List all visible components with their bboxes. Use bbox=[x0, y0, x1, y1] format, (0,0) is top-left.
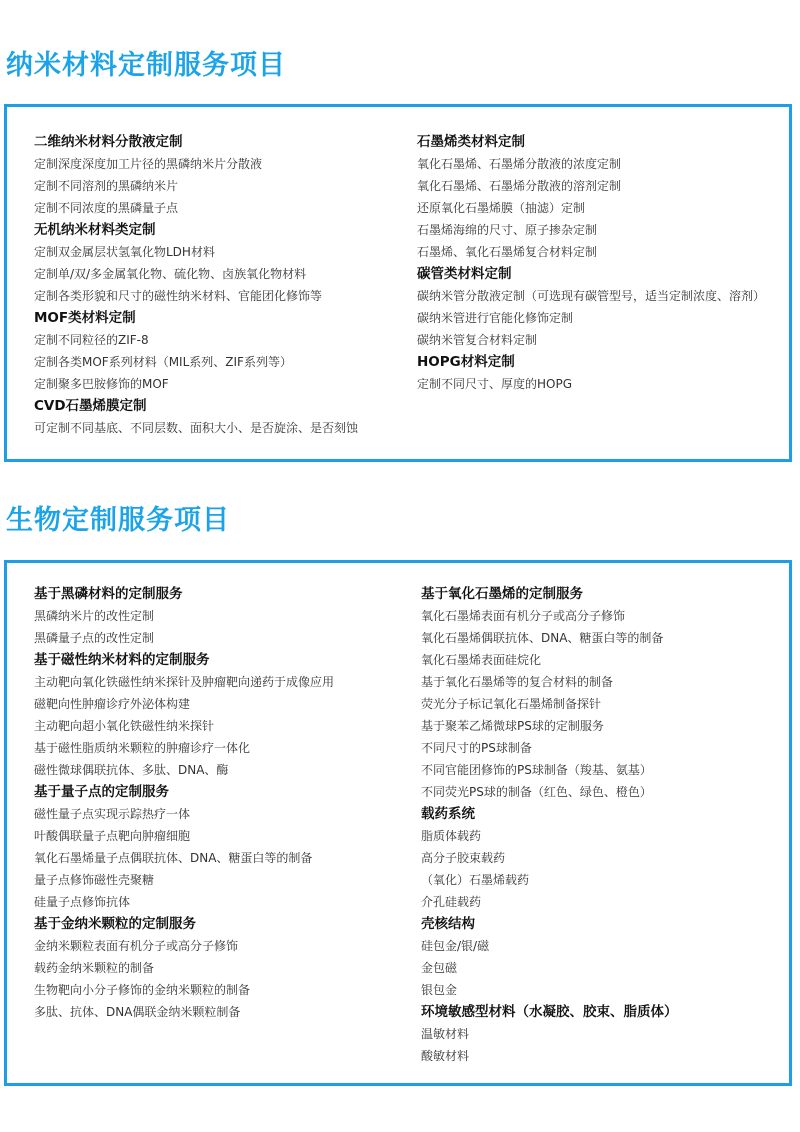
list-item: 定制各类MOF系列材料（MIL系列、ZIF系列等） bbox=[34, 355, 292, 369]
list-item: 氧化石墨烯量子点偶联抗体、DNA、糖蛋白等的制备 bbox=[34, 851, 313, 865]
list-item: 氧化石墨烯表面硅烷化 bbox=[421, 653, 542, 667]
category-heading: HOPG材料定制 bbox=[417, 354, 515, 370]
list-item: 不同荧光PS球的制备（红色、绿色、橙色） bbox=[421, 785, 652, 799]
section-title-bio: 生物定制服务项目 bbox=[6, 505, 230, 536]
column-right bbox=[417, 131, 765, 395]
list-item: 基于磁性脂质纳米颗粒的肿瘤诊疗一体化 bbox=[34, 741, 251, 755]
list-item: 硅包金/银/磁 bbox=[421, 939, 490, 953]
list-item: 还原氧化石墨烯膜（抽滤）定制 bbox=[417, 201, 586, 215]
category-heading: MOF类材料定制 bbox=[34, 310, 136, 326]
list-item: 金包磁 bbox=[421, 961, 458, 975]
category-heading: 基于氧化石墨烯的定制服务 bbox=[421, 586, 583, 602]
section-box-bio bbox=[4, 560, 792, 1086]
category-heading: 载药系统 bbox=[421, 806, 475, 822]
list-item: 生物靶向小分子修饰的金纳米颗粒的制备 bbox=[34, 983, 251, 997]
list-item: 石墨烯、氧化石墨烯复合材料定制 bbox=[417, 245, 598, 259]
list-item: 高分子胶束载药 bbox=[421, 851, 506, 865]
list-item: 介孔硅载药 bbox=[421, 895, 482, 909]
list-item: 氧化石墨烯、石墨烯分散液的溶剂定制 bbox=[417, 179, 622, 193]
column-left bbox=[34, 131, 358, 439]
list-item: 黑磷量子点的改性定制 bbox=[34, 631, 155, 645]
list-item: 石墨烯海绵的尺寸、原子掺杂定制 bbox=[417, 223, 598, 237]
list-item: 多肽、抗体、DNA偶联金纳米颗粒制备 bbox=[34, 1005, 241, 1019]
list-item: 金纳米颗粒表面有机分子或高分子修饰 bbox=[34, 939, 239, 953]
list-item: 酸敏材料 bbox=[421, 1049, 470, 1063]
list-item: 荧光分子标记氧化石墨烯制备探针 bbox=[421, 697, 602, 711]
list-item: 基于氧化石墨烯等的复合材料的制备 bbox=[421, 675, 614, 689]
list-item: （氧化）石墨烯载药 bbox=[421, 873, 530, 887]
list-item: 黑磷纳米片的改性定制 bbox=[34, 609, 155, 623]
list-item: 量子点修饰磁性壳聚糖 bbox=[34, 873, 155, 887]
list-item: 叶酸偶联量子点靶向肿瘤细胞 bbox=[34, 829, 191, 843]
list-item: 定制各类形貌和尺寸的磁性纳米材料、官能团化修饰等 bbox=[34, 289, 323, 303]
list-item: 碳纳米管复合材料定制 bbox=[417, 333, 538, 347]
category-heading: 二维纳米材料分散液定制 bbox=[34, 134, 183, 150]
category-heading: 基于磁性纳米材料的定制服务 bbox=[34, 652, 210, 668]
list-item: 基于聚苯乙烯微球PS球的定制服务 bbox=[421, 719, 604, 733]
list-item: 硅量子点修饰抗体 bbox=[34, 895, 131, 909]
list-item: 碳纳米管分散液定制（可选现有碳管型号，适当定制浓度、溶剂） bbox=[417, 289, 766, 303]
section-box-nano bbox=[4, 104, 792, 462]
list-item: 温敏材料 bbox=[421, 1027, 470, 1041]
list-item: 定制不同溶剂的黑磷纳米片 bbox=[34, 179, 179, 193]
list-item: 载药金纳米颗粒的制备 bbox=[34, 961, 155, 975]
section-title-nano: 纳米材料定制服务项目 bbox=[6, 50, 286, 81]
list-item: 定制不同粒径的ZIF-8 bbox=[34, 333, 149, 347]
category-heading: 无机纳米材料类定制 bbox=[34, 222, 156, 238]
list-item: 定制单/双/多金属氧化物、硫化物、卤族氧化物材料 bbox=[34, 267, 307, 281]
list-item: 磁性量子点实现示踪热疗一体 bbox=[34, 807, 191, 821]
category-heading: 基于金纳米颗粒的定制服务 bbox=[34, 916, 196, 932]
list-item: 氧化石墨烯、石墨烯分散液的浓度定制 bbox=[417, 157, 622, 171]
list-item: 银包金 bbox=[421, 983, 458, 997]
list-item: 氧化石墨烯偶联抗体、DNA、糖蛋白等的制备 bbox=[421, 631, 664, 645]
list-item: 主动靶向氧化铁磁性纳米探针及肿瘤靶向递药于成像应用 bbox=[34, 675, 335, 689]
column-left bbox=[34, 583, 334, 1023]
list-item: 定制不同尺寸、厚度的HOPG bbox=[417, 377, 573, 391]
list-item: 定制聚多巴胺修饰的MOF bbox=[34, 377, 169, 391]
list-item: 主动靶向超小氧化铁磁性纳米探针 bbox=[34, 719, 215, 733]
list-item: 磁靶向性肿瘤诊疗外泌体构建 bbox=[34, 697, 191, 711]
list-item: 氧化石墨烯表面有机分子或高分子修饰 bbox=[421, 609, 626, 623]
category-heading: 基于量子点的定制服务 bbox=[34, 784, 169, 800]
list-item: 不同官能团修饰的PS球制备（羧基、氨基） bbox=[421, 763, 652, 777]
category-heading: 环境敏感型材料（水凝胶、胶束、脂质体） bbox=[421, 1004, 678, 1020]
list-item: 定制双金属层状氢氧化物LDH材料 bbox=[34, 245, 215, 259]
list-item: 不同尺寸的PS球制备 bbox=[421, 741, 532, 755]
category-heading: 石墨烯类材料定制 bbox=[417, 134, 525, 150]
category-heading: 碳管类材料定制 bbox=[417, 266, 512, 282]
list-item: 可定制不同基底、不同层数、面积大小、是否旋涂、是否刻蚀 bbox=[34, 421, 359, 435]
category-heading: 基于黑磷材料的定制服务 bbox=[34, 586, 183, 602]
category-heading: 壳核结构 bbox=[421, 916, 475, 932]
list-item: 定制深度深度加工片径的黑磷纳米片分散液 bbox=[34, 157, 263, 171]
category-heading: CVD石墨烯膜定制 bbox=[34, 398, 147, 414]
list-item: 磁性微球偶联抗体、多肽、DNA、酶 bbox=[34, 763, 229, 777]
list-item: 脂质体载药 bbox=[421, 829, 482, 843]
column-right bbox=[421, 583, 678, 1067]
list-item: 碳纳米管进行官能化修饰定制 bbox=[417, 311, 574, 325]
list-item: 定制不同浓度的黑磷量子点 bbox=[34, 201, 179, 215]
